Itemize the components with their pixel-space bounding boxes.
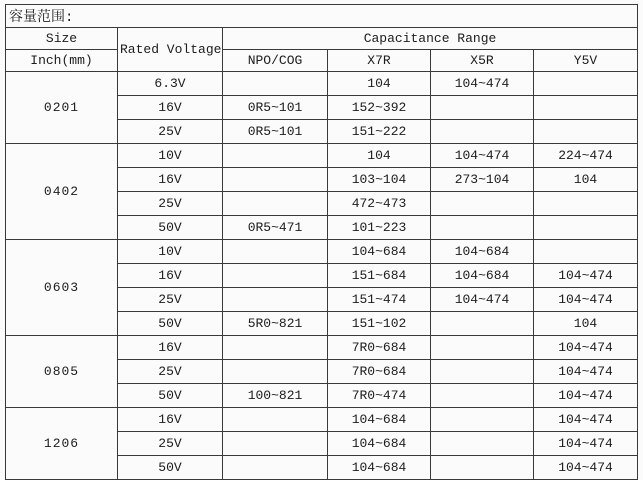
x5r-cell <box>431 120 534 144</box>
x7r-cell: 151~474 <box>328 288 431 312</box>
table-row <box>6 72 638 96</box>
x5r-cell <box>431 312 534 336</box>
rated-voltage-cell: 25V <box>118 360 223 384</box>
capacitance-range-sheet <box>5 4 638 480</box>
rated-voltage-cell: 50V <box>118 216 223 240</box>
table-row <box>6 408 638 432</box>
y5v-cell <box>534 240 638 264</box>
rated-voltage-cell: 16V <box>118 336 223 360</box>
x7r-cell: 7R0~474 <box>328 384 431 408</box>
y5v-cell: 104~474 <box>534 264 638 288</box>
npo-cog-cell <box>223 288 328 312</box>
npo-cog-cell <box>223 144 328 168</box>
x5r-cell <box>431 96 534 120</box>
rated-voltage-cell: 50V <box>118 456 223 480</box>
y5v-cell: 104~474 <box>534 360 638 384</box>
x7r-cell: 101~223 <box>328 216 431 240</box>
npo-cog-cell: 0R5~471 <box>223 216 328 240</box>
rated-voltage-cell: 16V <box>118 408 223 432</box>
y5v-cell: 104~474 <box>534 408 638 432</box>
y5v-cell <box>534 72 638 96</box>
x5r-cell <box>431 432 534 456</box>
x5r-cell: 104~684 <box>431 240 534 264</box>
x5r-cell <box>431 384 534 408</box>
rated-voltage-cell: 25V <box>118 432 223 456</box>
x5r-cell: 104~474 <box>431 72 534 96</box>
rated-voltage-cell: 25V <box>118 192 223 216</box>
table-row <box>6 240 638 264</box>
npo-cog-cell <box>223 264 328 288</box>
x5r-cell <box>431 408 534 432</box>
y5v-cell: 104~474 <box>534 432 638 456</box>
x7r-cell: 104~684 <box>328 432 431 456</box>
header-inch-mm: Inch(mm) <box>6 50 118 72</box>
y5v-cell <box>534 216 638 240</box>
y5v-cell: 104~474 <box>534 336 638 360</box>
y5v-cell <box>534 120 638 144</box>
header-npo-cog: NPO/COG <box>223 50 328 72</box>
npo-cog-cell <box>223 240 328 264</box>
x5r-cell: 104~684 <box>431 264 534 288</box>
npo-cog-cell <box>223 168 328 192</box>
x5r-cell: 104~474 <box>431 144 534 168</box>
npo-cog-cell <box>223 408 328 432</box>
x7r-cell: 472~473 <box>328 192 431 216</box>
rated-voltage-cell: 10V <box>118 240 223 264</box>
x7r-cell: 7R0~684 <box>328 336 431 360</box>
capacitance-range-table <box>5 4 638 480</box>
y5v-cell: 104~474 <box>534 288 638 312</box>
x7r-cell: 104~684 <box>328 408 431 432</box>
x7r-cell: 104~684 <box>328 456 431 480</box>
x5r-cell <box>431 216 534 240</box>
npo-cog-cell: 0R5~101 <box>223 96 328 120</box>
npo-cog-cell <box>223 336 328 360</box>
npo-cog-cell: 0R5~101 <box>223 120 328 144</box>
y5v-cell: 104 <box>534 312 638 336</box>
header-row-2 <box>6 50 638 72</box>
x5r-cell <box>431 192 534 216</box>
npo-cog-cell <box>223 432 328 456</box>
rated-voltage-cell: 50V <box>118 384 223 408</box>
x5r-cell <box>431 360 534 384</box>
npo-cog-cell <box>223 72 328 96</box>
rated-voltage-cell: 25V <box>118 120 223 144</box>
table-body <box>6 72 638 480</box>
rated-voltage-cell: 6.3V <box>118 72 223 96</box>
x7r-cell: 104 <box>328 72 431 96</box>
y5v-cell: 224~474 <box>534 144 638 168</box>
npo-cog-cell <box>223 360 328 384</box>
rated-voltage-cell: 16V <box>118 168 223 192</box>
size-cell: 0402 <box>6 144 118 240</box>
rated-voltage-cell: 50V <box>118 312 223 336</box>
x7r-cell: 151~684 <box>328 264 431 288</box>
x5r-cell: 273~104 <box>431 168 534 192</box>
page-title: 容量范围: <box>6 5 638 28</box>
x7r-cell: 104~684 <box>328 240 431 264</box>
y5v-cell: 104~474 <box>534 456 638 480</box>
size-cell: 0201 <box>6 72 118 144</box>
size-cell: 0805 <box>6 336 118 408</box>
x7r-cell: 7R0~684 <box>328 360 431 384</box>
table-row <box>6 144 638 168</box>
rated-voltage-cell: 10V <box>118 144 223 168</box>
x7r-cell: 151~102 <box>328 312 431 336</box>
npo-cog-cell: 5R0~821 <box>223 312 328 336</box>
y5v-cell: 104 <box>534 168 638 192</box>
y5v-cell: 104~474 <box>534 384 638 408</box>
header-size: Size <box>6 28 118 50</box>
size-cell: 0603 <box>6 240 118 336</box>
y5v-cell <box>534 192 638 216</box>
header-rated-voltage: Rated Voltage <box>118 28 223 72</box>
x7r-cell: 151~222 <box>328 120 431 144</box>
rated-voltage-cell: 16V <box>118 96 223 120</box>
rated-voltage-cell: 16V <box>118 264 223 288</box>
header-y5v: Y5V <box>534 50 638 72</box>
npo-cog-cell: 100~821 <box>223 384 328 408</box>
header-x5r: X5R <box>431 50 534 72</box>
title-row <box>6 5 638 28</box>
x7r-cell: 104 <box>328 144 431 168</box>
y5v-cell <box>534 96 638 120</box>
table-row <box>6 336 638 360</box>
size-cell: 1206 <box>6 408 118 480</box>
header-capacitance-range: Capacitance Range <box>223 28 638 50</box>
rated-voltage-cell: 25V <box>118 288 223 312</box>
x7r-cell: 103~104 <box>328 168 431 192</box>
x5r-cell: 104~474 <box>431 288 534 312</box>
x5r-cell <box>431 336 534 360</box>
npo-cog-cell <box>223 192 328 216</box>
header-row-1 <box>6 28 638 50</box>
x7r-cell: 152~392 <box>328 96 431 120</box>
header-x7r: X7R <box>328 50 431 72</box>
